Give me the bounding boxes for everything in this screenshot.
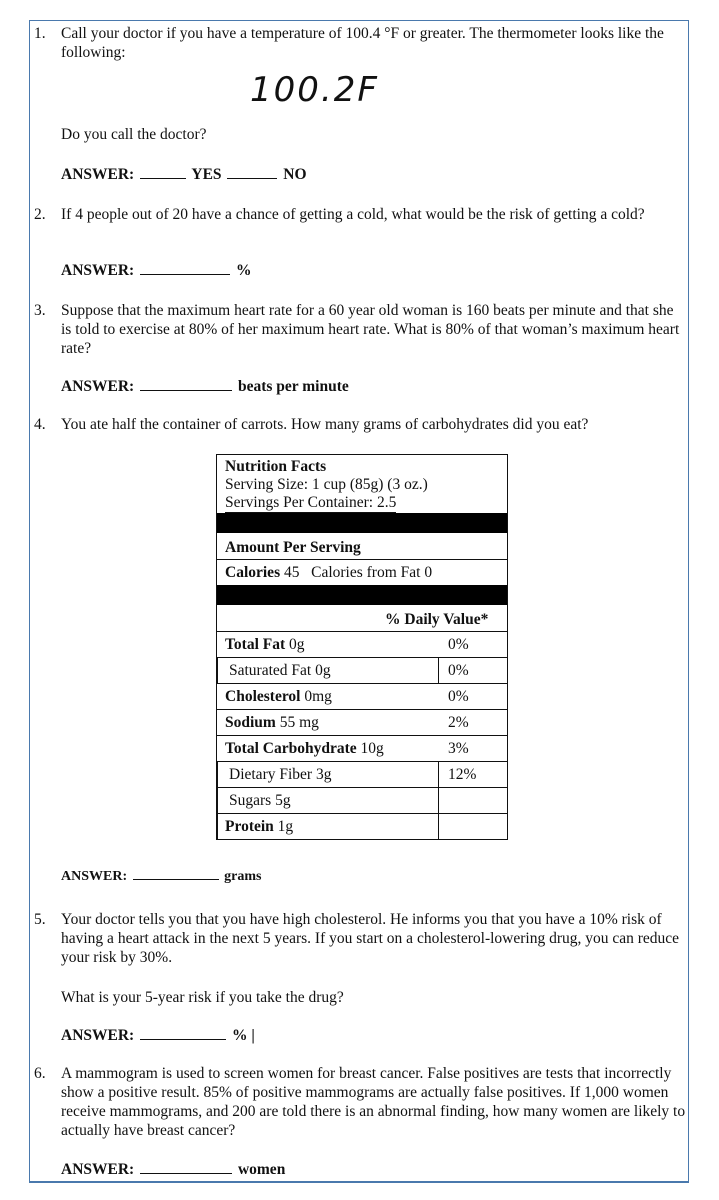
nutrient-row xyxy=(217,683,507,709)
nutrient-label xyxy=(229,662,331,680)
answer-unit: % xyxy=(235,262,252,279)
nutrient-amount: 1g xyxy=(277,818,294,835)
amount-per-serving-row xyxy=(217,535,507,559)
answer-unit: women xyxy=(237,1161,286,1178)
nutrient-name: Total Carbohydrate xyxy=(225,740,357,757)
nutrient-name: Sodium xyxy=(225,714,276,731)
question-3-text: Suppose that the maximum heart rate for a 60 year old woman is 160 beats per minute and that she is told to exercise at 80% of her maximum heart rate. What is 80% of that woman’s maximum heart rate? xyxy=(61,302,680,357)
nutrient-dv: 0% xyxy=(448,636,469,653)
daily-value-header-row xyxy=(217,605,507,631)
question-3-number: 3. xyxy=(34,302,46,319)
answer-blank-no[interactable] xyxy=(227,165,277,179)
calories-label: Calories xyxy=(225,564,281,581)
question-4-number: 4. xyxy=(34,416,46,433)
question-6 xyxy=(34,1064,686,1140)
calories-line xyxy=(225,564,432,582)
nutrient-dv: 3% xyxy=(448,740,469,757)
nutrient-amount: 3g xyxy=(315,766,332,783)
answer-blank[interactable] xyxy=(140,1026,226,1040)
nutrient-label xyxy=(225,714,319,732)
option-yes: YES xyxy=(191,166,222,183)
amount-per-serving: Amount Per Serving xyxy=(225,539,361,556)
nutrient-row xyxy=(217,787,507,813)
answer-label: ANSWER: xyxy=(61,166,135,183)
calories-value: 45 xyxy=(283,564,300,581)
nutrient-amount: 0g xyxy=(315,662,331,679)
thick-divider-bar xyxy=(217,513,507,533)
thick-divider-bar xyxy=(217,585,507,605)
nutrient-row xyxy=(217,761,507,787)
nutrient-name: Cholesterol xyxy=(225,688,301,705)
question-5-answer xyxy=(61,1026,255,1045)
nutrition-header xyxy=(225,458,428,513)
nutrient-name: Saturated Fat xyxy=(229,662,312,679)
serving-size: Serving Size: 1 cup (85g) (3 oz.) xyxy=(225,476,428,493)
answer-blank-yes[interactable] xyxy=(140,165,186,179)
servings-per-container: Servings Per Container: 2.5 xyxy=(225,494,397,511)
nutrient-amount: 5g xyxy=(275,792,291,809)
question-5 xyxy=(34,910,686,967)
question-5-prompt: What is your 5-year risk if you take the drug? xyxy=(61,989,344,1006)
nutrient-amount: 55 mg xyxy=(279,714,319,731)
question-1-number: 1. xyxy=(34,25,46,42)
nutrient-dv: 0% xyxy=(448,688,469,705)
nutrient-row xyxy=(217,813,507,839)
question-2-answer xyxy=(61,261,251,280)
nutrient-amount: 0g xyxy=(289,636,305,653)
answer-blank[interactable] xyxy=(140,377,232,391)
answer-blank[interactable] xyxy=(140,1160,232,1174)
answer-label: ANSWER: xyxy=(61,1027,135,1044)
answer-label: ANSWER: xyxy=(61,869,128,884)
nutrient-dv: 0% xyxy=(448,662,469,679)
question-4-answer xyxy=(61,866,261,886)
nutrient-row xyxy=(217,709,507,735)
question-1 xyxy=(34,24,686,62)
nutrient-amount: 10g xyxy=(360,740,384,757)
nutrient-label xyxy=(229,792,291,810)
nutrient-label xyxy=(225,740,384,758)
answer-blank[interactable] xyxy=(133,866,219,880)
answer-label: ANSWER: xyxy=(61,1161,135,1178)
question-2-text: If 4 people out of 20 have a chance of getting a cold, what would be the risk of getting a cold? xyxy=(61,206,645,223)
question-2-number: 2. xyxy=(34,206,46,223)
answer-label: ANSWER: xyxy=(61,378,135,395)
question-6-answer xyxy=(61,1160,285,1179)
question-3-answer xyxy=(61,377,349,396)
question-1-answer xyxy=(61,165,307,184)
nutrition-title: Nutrition Facts xyxy=(225,458,327,475)
calories-row xyxy=(217,559,507,585)
nutrient-name: Dietary Fiber xyxy=(229,766,313,783)
question-2 xyxy=(34,205,686,224)
question-5-text: Your doctor tells you that you have high cholesterol. He informs you that you have a 10% risk of having a heart attack in the next 5 years. If you start on a cholesterol-lowering drug, you can reduce your risk by 30%. xyxy=(61,911,680,966)
answer-unit: beats per minute xyxy=(237,378,349,395)
question-6-number: 6. xyxy=(34,1065,46,1082)
answer-blank[interactable] xyxy=(140,261,230,275)
question-1-text: Call your doctor if you have a temperature of 100.4 °F or greater. The thermometer looks like the following: xyxy=(61,25,664,61)
question-5-number: 5. xyxy=(34,911,46,928)
nutrient-label xyxy=(225,636,305,654)
nutrient-label xyxy=(229,766,331,784)
nutrient-amount: 0mg xyxy=(304,688,332,705)
nutrient-row xyxy=(217,631,507,657)
question-4 xyxy=(34,415,686,434)
nutrient-dv: 2% xyxy=(448,714,469,731)
question-3 xyxy=(34,301,686,358)
question-6-text: A mammogram is used to screen women for breast cancer. False positives are tests that incorrectly show a positive result. 85% of positive mammograms are actually false positives. If 1,000 women receive mammograms, and 200 are told there is an abnormal finding, how many women are likely to actually have breast cancer? xyxy=(61,1065,686,1139)
answer-unit: grams xyxy=(224,869,262,884)
nutrient-row xyxy=(217,657,507,683)
option-no: NO xyxy=(283,166,307,183)
daily-value-header: % Daily Value* xyxy=(385,611,489,628)
calories-from-fat: Calories from Fat 0 xyxy=(311,564,433,581)
nutrient-name: Protein xyxy=(225,818,274,835)
answer-label: ANSWER: xyxy=(61,262,135,279)
nutrient-name: Sugars xyxy=(229,792,272,809)
nutrient-name: Total Fat xyxy=(225,636,286,653)
nutrient-label xyxy=(225,688,332,706)
thermometer-reading: 100.2F xyxy=(250,70,379,110)
answer-unit: % | xyxy=(231,1027,255,1044)
nutrient-label xyxy=(225,818,293,836)
nutrient-row xyxy=(217,735,507,761)
question-4-text: You ate half the container of carrots. How many grams of carbohydrates did you eat? xyxy=(61,416,589,433)
nutrient-dv: 12% xyxy=(448,766,477,783)
nutrition-facts-label xyxy=(216,454,508,840)
question-1-prompt: Do you call the doctor? xyxy=(61,126,207,143)
